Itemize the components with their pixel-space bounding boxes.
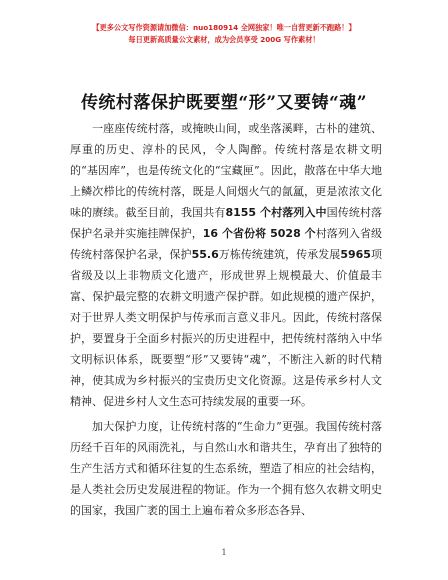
highlight-province-count: 16 个省份将 5028 个 (202, 227, 316, 240)
paragraph-1 (70, 118, 382, 412)
paragraph-1-text-a: 一座座传统村落，或掩映山间，或坐落溪畔，古朴的建筑、厚重的历史、淳朴的民风，令人陶醉。传统村落是农耕文明的“基因库”，也是传统文化的“宝藏匣”。因此，散落在中华大地上鳞次栉比的传统村落，既是人间烟火气的氤氲，更是浓浓文化味的赓续。截至目前，我国共有 (70, 122, 382, 219)
promo-banner-line2: 每日更新高质量公文素材，成为会员享受 200G 写作素材！ (128, 35, 320, 44)
paragraph-1-text-c: 村落列入省级传统村落保护名录，保护 (70, 227, 383, 261)
highlight-village-count: 8155 个村落列入中 (225, 206, 327, 219)
paragraph-1-text-d: 万栋传统建筑，传承发展 (218, 248, 341, 261)
promo-banner (0, 22, 448, 46)
highlight-heritage-count: 5965 (340, 248, 371, 261)
paragraph-2: 加大保护力度，让传统村落的“生命力”更强。我国传统村落历经千百年的风雨洗礼，与自然山水和谐共生，孕育出了独特的生产生活方式和循环往复的生态系统，塑造了相应的社会结构，是人类社会历史发展进程的物证。作为一个拥有悠久农耕文明史的国家，我国广袤的国土上遍布着众多形态各异、 (70, 420, 382, 517)
highlight-building-count: 55.6 (191, 248, 219, 261)
paragraph-1-text-b: 国传统村落保护名录并实施挂牌保护， (70, 206, 383, 240)
promo-banner-line1: 【更多公文写作资源请加微信：nuo180914 全网独家！唯一自营更新不跑路！】 (92, 23, 356, 32)
document-body (70, 118, 382, 525)
document-title: 传统村落保护既要塑“形”又要铸“魂” (80, 93, 368, 113)
paragraph-1-text-e: 项省级及以上非物质文化遗产，形成世界上规模最大、价值最丰富、保护最完整的农耕文明遗产保护群。如此规模的遗产保护，对于世界人类文明保护与传承而言意义非凡。因此，传统村落保护，要置身于全面乡村振兴的历史进程中，把传统村落纳入中华文明标识体系，既要塑“形”又要铸“魂”，不断注入新的时代精神，使其成为乡村振兴的宝贵历史文化资源。这是传承乡村人文精神、促进乡村人文生态可持续发展的重要一环。 (70, 248, 383, 408)
page-number: 1 (221, 548, 227, 557)
